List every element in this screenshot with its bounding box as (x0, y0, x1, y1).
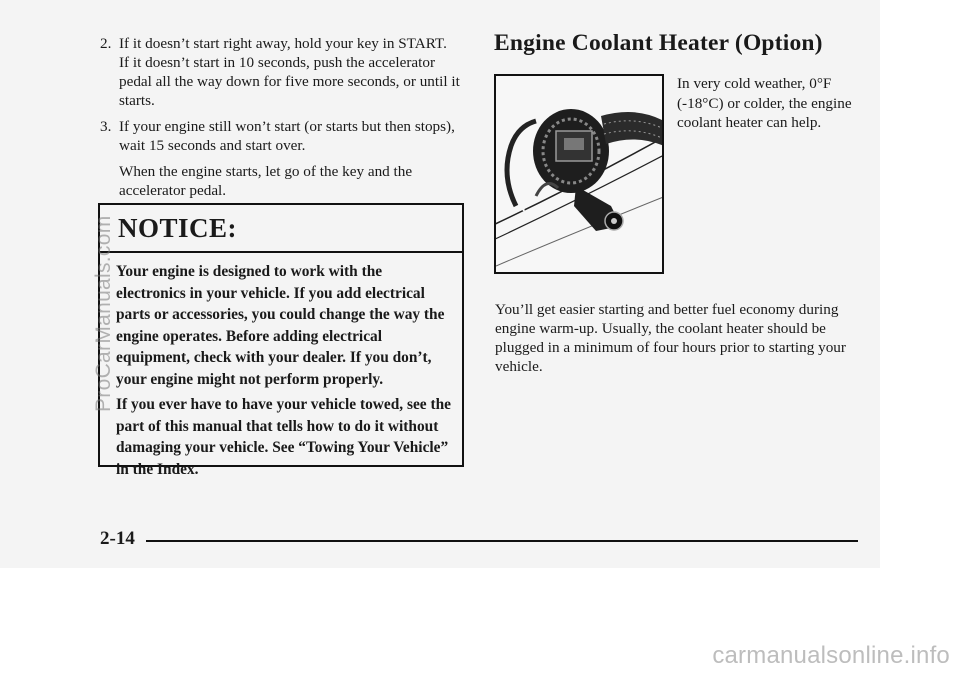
step-text: If it doesn’t start right away, hold your key in START. If it doesn’t start in 10 seconds, push the accelerator pedal all the way down for five more seconds, or until it starts. (119, 35, 460, 109)
notice-title: NOTICE: (118, 212, 238, 243)
step-item (100, 117, 460, 155)
section-title: Engine Coolant Heater (Option) (494, 30, 823, 56)
after-start-text: When the engine starts, let go of the key and the accelerator pedal. (119, 163, 413, 199)
starting-steps (100, 34, 460, 200)
step-number: 3. (100, 118, 112, 135)
notice-paragraph: Your engine is designed to work with the electronics in your vehicle. If you add electrical parts or accessories, you could change the way the engine operates. Before adding electrical equipment, check with your dealer. If you don’t, your engine might not perform properly. (116, 263, 445, 388)
notice-box (98, 203, 464, 478)
footer-rule (146, 540, 858, 542)
figure-caption: In very cold weather, 0°F (-18°C) or colder, the engine coolant heater can help. (677, 75, 852, 131)
notice-header (100, 205, 462, 253)
notice-paragraph: If you ever have to have your vehicle towed, see the part of this manual that tells how to do it without damaging your vehicle. See “Towing Your Vehicle” in the Index. (116, 396, 451, 478)
coolant-heater-illustration (494, 74, 664, 274)
step-item (100, 34, 460, 110)
step-text: If your engine still won’t start (or starts but then stops), wait 15 seconds and start over. (119, 118, 455, 154)
engine-heater-drawing (496, 76, 662, 272)
notice-body (100, 253, 462, 480)
page-number: 2-14 (100, 528, 135, 549)
coolant-section-header (494, 30, 874, 57)
section-paragraph: You’ll get easier starting and better fuel economy during engine warm-up. Usually, the coolant heater should be plugged in a minimum of four hours prior to starting your vehicle. (495, 301, 846, 375)
side-watermark: ProCarManuals.com (92, 215, 115, 412)
bottom-watermark[interactable]: carmanualsonline.info (712, 642, 950, 669)
step-number: 2. (100, 35, 112, 52)
